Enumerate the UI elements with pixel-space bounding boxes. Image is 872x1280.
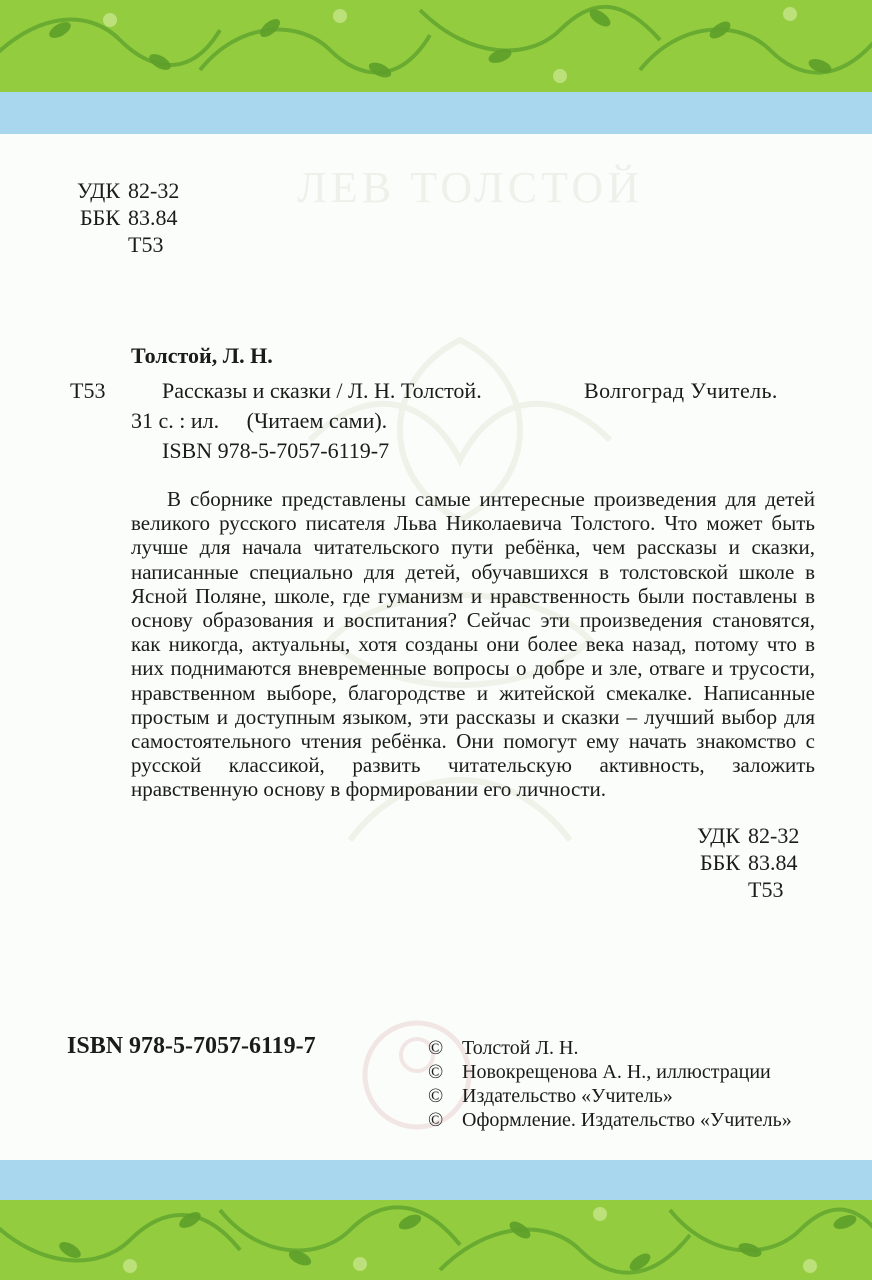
udk-code-top: УДК 82-32	[76, 178, 180, 203]
annotation	[131, 487, 815, 802]
copyright-icon: ©	[428, 1109, 444, 1131]
udk-code-bottom: УДК 82-32	[696, 823, 800, 848]
watermark-title: ЛЕВ ТОЛСТОЙ	[297, 163, 643, 212]
top-ornament-band	[0, 0, 872, 92]
catalog-isbn: ISBN 978-5-7057-6119-7	[162, 438, 390, 463]
author-mark-top: Т53	[128, 232, 164, 257]
floral-ornament-icon	[0, 0, 872, 92]
catalog-city-publisher: Волгоград Учитель.	[584, 378, 778, 403]
floral-ornament-icon	[0, 1200, 872, 1280]
bbk-code-top: ББК 83.84	[80, 205, 178, 230]
annotation-text: В сборнике представлены самые интересные произведения для детей великого русского писателя Льва Николаевича Толстого. Что может быть лучше для начала читательского пути ребёнка, чем рассказы и сказки, написанные специально для детей, обучавшихся в толстовской школе в Ясной Поляне, школе, где гуманизм и нравственность были поставлены в основу образования и воспитания? Сейчас эти произведения становятся, как никогда, актуальны, хотя созданы они более века назад, потому что в них поднимаются вневременные вопросы о добре и зле, отваге и трусости, нравственном выборе, благородстве и житейской смекалке. Написанные простым и доступным языком, эти рассказы и сказки – лучший выбор для самостоятельного чтения ребёнка. Они помогут ему начать знакомство с русской классикой, развить читательскую активность, заложить нравственную основу в формировании его личности.	[131, 487, 815, 802]
bottom-ornament-band	[0, 1200, 872, 1280]
bbk-code-bottom: ББК 83.84	[700, 850, 798, 875]
isbn-bold: ISBN 978-5-7057-6119-7	[67, 1033, 316, 1059]
copyright-line: © Новокрещенова А. Н., иллюстрации	[428, 1061, 771, 1083]
catalog-author: Толстой, Л. Н.	[131, 343, 273, 368]
copyright-line: © Оформление. Издательство «Учитель»	[428, 1109, 792, 1131]
copyright-icon: ©	[428, 1085, 444, 1107]
copyright-line: © Толстой Л. Н.	[428, 1037, 579, 1059]
catalog-title-line: Рассказы и сказки / Л. Н. Толстой.	[162, 378, 482, 403]
bottom-blue-stripe	[0, 1160, 872, 1200]
copyright-icon: ©	[428, 1037, 444, 1059]
author-mark-bottom: Т53	[748, 877, 784, 902]
copyright-icon: ©	[428, 1061, 444, 1083]
catalog-pages-series: 31 с. : ил. (Читаем сами).	[131, 408, 388, 433]
copyright-block	[428, 1036, 792, 1132]
top-blue-stripe	[0, 92, 872, 134]
catalog-code: Т53	[70, 378, 106, 403]
copyright-line: © Издательство «Учитель»	[428, 1085, 673, 1107]
